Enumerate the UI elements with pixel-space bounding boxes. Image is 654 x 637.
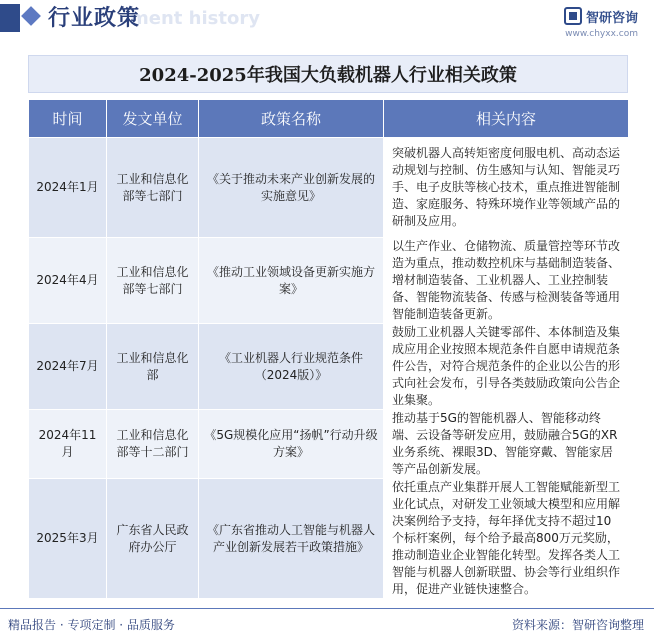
section-title: 行业政策 xyxy=(48,6,141,31)
cell-issuer: 工业和信息化部 xyxy=(107,324,199,410)
header-watermark: ment history xyxy=(130,8,260,29)
cell-policy: 《工业机器人行业规范条件（2024版）》 xyxy=(199,324,384,410)
column-header-policy: 政策名称 xyxy=(199,100,384,138)
table-row xyxy=(29,479,629,599)
cell-content: 依托重点产业集群开展人工智能赋能新型工业化试点，对研发工业领域大模型和应用解决案例给予支持，每年择优支持不超过10个标杆案例，每个给予最高800万元奖励，推动制造业企业智能化转型。发挥各类人工智能与机器人创新联盟、协会等行业组织作用，促进产业链快速整合。 xyxy=(384,479,629,599)
table-row xyxy=(29,238,629,324)
cell-policy: 《广东省推动人工智能与机器人产业创新发展若干政策措施》 xyxy=(199,479,384,599)
cell-issuer: 广东省人民政府办公厅 xyxy=(107,479,199,599)
page-footer xyxy=(0,608,654,637)
brand-name: 智研咨询 xyxy=(585,10,638,26)
column-header-issuer: 发文单位 xyxy=(107,100,199,138)
footer-slogan: 精品报告 · 专项定制 · 品质服务 xyxy=(8,618,175,632)
cell-content: 鼓励工业机器人关键零部件、本体制造及集成应用企业按照本规范条件自愿申请规范条件公告，对符合规范条件的企业以公告的形式向社会发布，引导各类鼓励政策向公告企业集聚。 xyxy=(384,324,629,410)
brand-url: www.chyxx.com xyxy=(565,29,638,39)
cell-issuer: 工业和信息化部等七部门 xyxy=(107,138,199,238)
cell-issuer: 工业和信息化部等七部门 xyxy=(107,238,199,324)
policy-table xyxy=(28,99,629,599)
column-header-time: 时间 xyxy=(29,100,107,138)
cell-time: 2024年1月 xyxy=(29,138,107,238)
table-row xyxy=(29,138,629,238)
cell-policy: 《5G规模化应用“扬帆”行动升级方案》 xyxy=(199,410,384,479)
cell-time: 2024年7月 xyxy=(29,324,107,410)
header-accent-bar xyxy=(0,4,20,32)
table-title-box xyxy=(28,55,628,93)
cell-content: 推动基于5G的智能机器人、智能移动终端、云设备等研发应用，鼓励融合5G的XR业务系统、裸眼3D、智能穿戴、智能家居等产品创新发展。 xyxy=(384,410,629,479)
cell-policy: 《关于推动未来产业创新发展的实施意见》 xyxy=(199,138,384,238)
table-title: 2024-2025年我国大负载机器人行业相关政策 xyxy=(139,65,517,86)
brand xyxy=(564,6,638,26)
header-diamond-icon xyxy=(21,6,41,26)
cell-content: 突破机器人高转矩密度伺服电机、高动态运动规划与控制、仿生感知与认知、智能灵巧手、电子皮肤等核心技术，重点推进智能制造、家庭服务、特殊环境作业等领域产品的研制及应用。 xyxy=(384,138,629,238)
table-header-row xyxy=(29,100,629,138)
brand-logo-icon xyxy=(564,7,582,25)
cell-policy: 《推动工业领域设备更新实施方案》 xyxy=(199,238,384,324)
table-row xyxy=(29,410,629,479)
cell-time: 2025年3月 xyxy=(29,479,107,599)
cell-issuer: 工业和信息化部等十二部门 xyxy=(107,410,199,479)
column-header-content: 相关内容 xyxy=(384,100,629,138)
footer-source: 资料来源：智研咨询整理 xyxy=(511,618,644,632)
table-row xyxy=(29,324,629,410)
cell-time: 2024年11月 xyxy=(29,410,107,479)
page-header xyxy=(0,0,654,40)
cell-time: 2024年4月 xyxy=(29,238,107,324)
cell-content: 以生产作业、仓储物流、质量管控等环节改造为重点，推动数控机床与基础制造装备、增材制造装备、工业机器人、工业控制装备、智能物流装备、传感与检测装备等通用智能制造装备更新。 xyxy=(384,238,629,324)
